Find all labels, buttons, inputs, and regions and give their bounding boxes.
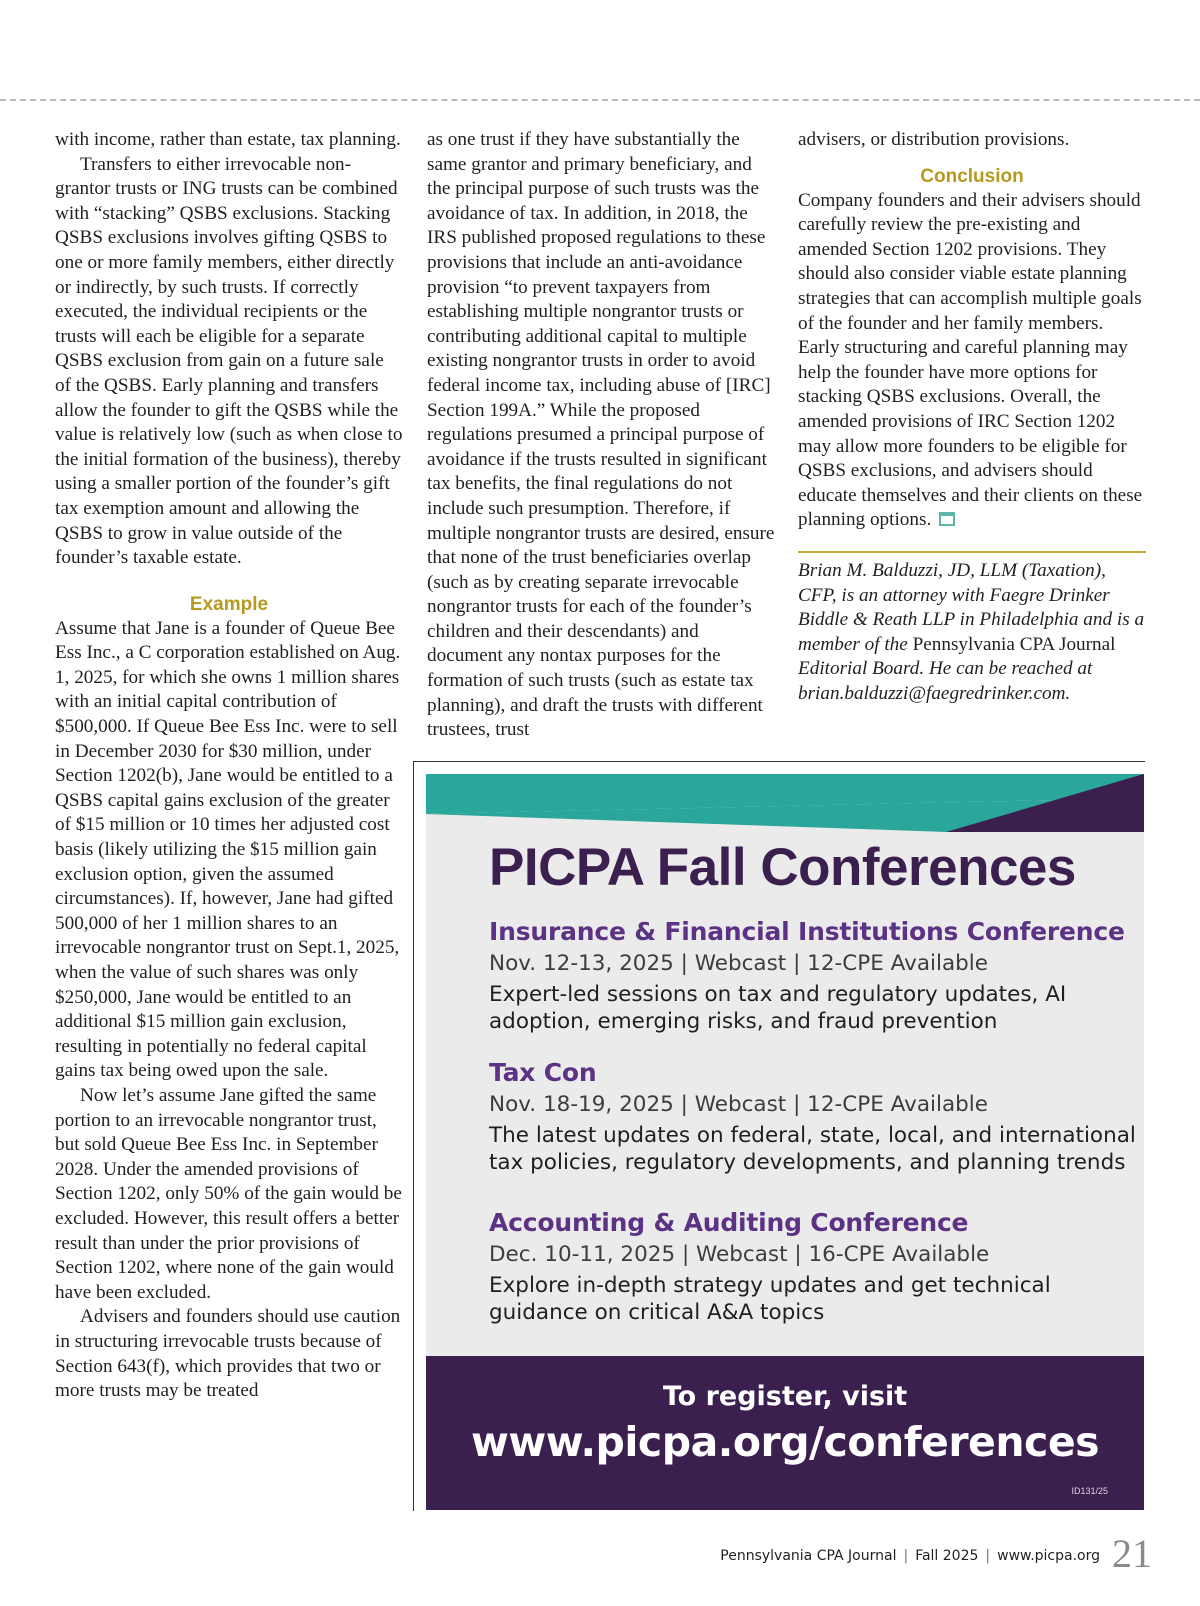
conference-item (489, 1208, 1139, 1326)
bio-text: Brian M. Balduzzi, JD, LLM (Taxation), CFP, is an attorney with Faegre Drinker Biddle & Reath LLP in Philadelphia and is a member of the (798, 559, 1145, 655)
body-paragraph: Now let’s assume Jane gifted the same portion to an irrevocable nongrantor trust, but sold Queue Bee Ess Inc. in September 2028. Under the amended provisions of Section 1202, only 50% of the gain would be excluded. However, this result offers a better result than under the prior provisions of Section 1202, where none of the gain would have been excluded. (55, 1084, 402, 1303)
register-prompt: To register, visit (662, 1381, 908, 1412)
body-paragraph: as one trust if they have substantially the same grantor and primary beneficiary, and the principal purpose of such trusts was the avoidance of tax. In addition, in 2018, the IRS published proposed regulations to these provisions that include an anti-avoidance provision “to prevent taxpayers from establishing multiple nongrantor trusts or contributing additional capital to multiple existing nongrantor trusts in order to avoid federal income tax, including abuse of [IRC] Section 199A.” While the proposed regulations presumed a principal purpose of avoidance if the trusts resulted in significant tax benefits, the final regulations do not include such presumption. Therefore, if multiple nongrantor trusts are desired, ensure that none of the trust beneficiaries overlap (such as by creating separate irrevocable nongrantor trusts for each of the founder’s children and their descendants) and document any nontax purposes for the formation of such trusts (such as estate tax planning), and draft the trusts with different trustees, trust (427, 129, 775, 741)
conference-description: Explore in-depth strategy updates and get technical guidance on critical A&A topics (489, 1273, 1051, 1325)
ad-frame-top (413, 761, 1145, 762)
conference-name: Tax Con (489, 1058, 597, 1087)
conclusion-heading: Conclusion (920, 165, 1024, 187)
conference-details: Nov. 12-13, 2025 | Webcast | 12-CPE Available (489, 951, 988, 976)
footer-separator: | (903, 1548, 909, 1564)
ad-title: PICPA Fall Conferences (489, 838, 1076, 897)
registration-banner (426, 1356, 1144, 1510)
footer-website-link[interactable]: www.picpa.org (997, 1548, 1100, 1564)
conference-details: Dec. 10-11, 2025 | Webcast | 16-CPE Available (489, 1242, 990, 1267)
article-column-2 (427, 128, 775, 743)
top-dashed-rule (0, 99, 1200, 101)
conference-name: Accounting & Auditing Conference (489, 1208, 969, 1237)
conclusion-text: Company founders and their advisers should carefully review the pre-existing and amended Section 1202 provisions. They should also consider viable estate planning strategies that can accomplish multiple goals of the founder and her family members. Early structuring and careful planning may help the founder have more options for stacking QSBS exclusions. Overall, the amended provisions of IRC Section 1202 may allow more founders to be eligible for QSBS exclusions, and advisers should educate themselves and their clients on these planning options. (798, 189, 1143, 531)
article-column-1 (55, 128, 403, 1404)
conference-advertisement (426, 774, 1144, 1510)
body-paragraph: advisers, or distribution provisions. (798, 129, 1070, 150)
body-paragraph: Assume that Jane is a founder of Queue Bee Ess Inc., a C corporation established on Aug. 1, 2025, for which she owns 1 million shares with an initial capital contribution of $500,000. If Queue Bee Ess Inc. were to sell in December 2030 for $30 million, under Section 1202(b), Jane would be entitled to a QSBS capital gains exclusion of the greater of $15 million or 10 times her adjusted cost basis (likely utilizing the $15 million gain exclusion option, given the assumed circumstances). If, however, Jane had gifted 500,000 of her 1 million shares to an irrevocable nongrantor trust on Sept.1, 2025, when the value of such shares was only $250,000, Jane would be entitled to an additional $15 million gain exclusion, resulting in potentially no federal capital gains tax being owed upon the sale. (55, 617, 401, 1082)
bio-contact: Editorial Board. He can be reached at brian.balduzzi@faegredrinker.com. (798, 658, 1093, 704)
conference-description: The latest updates on federal, state, local, and international tax policies, regulatory developments, and planning trends (489, 1123, 1136, 1175)
footer-separator: | (985, 1548, 991, 1564)
conference-details: Nov. 18-19, 2025 | Webcast | 12-CPE Available (489, 1092, 988, 1117)
page-footer (700, 1546, 1100, 1566)
example-heading: Example (189, 593, 269, 615)
bio-journal-name: Pennsylvania CPA Journal (912, 633, 1116, 655)
ad-id-code: ID131/25 (1071, 1486, 1108, 1496)
register-url-link[interactable]: www.picpa.org/conferences (470, 1418, 1100, 1466)
conference-item (489, 917, 1139, 1035)
footer-issue: Fall 2025 (915, 1548, 979, 1564)
ad-banner-graphic (426, 774, 1144, 844)
conference-name: Insurance & Financial Institutions Conference (489, 917, 1125, 946)
author-bio (798, 559, 1146, 707)
conference-item (489, 1058, 1139, 1176)
body-paragraph: with income, rather than estate, tax planning. (55, 129, 401, 150)
body-paragraph: Advisers and founders should use caution in structuring irrevocable trusts because of Section 643(f), which provides that two or more trusts may be treated (55, 1306, 401, 1402)
body-paragraph (798, 189, 1146, 533)
end-of-article-icon (939, 512, 955, 526)
conference-description: Expert-led sessions on tax and regulatory updates, AI adoption, emerging risks, and fraud prevention (489, 982, 1067, 1034)
article-column-3 (798, 128, 1146, 706)
bio-divider (798, 551, 1146, 553)
ad-frame-left (413, 761, 414, 1511)
body-paragraph: Transfers to either irrevocable non-grantor trusts or ING trusts can be combined with “stacking” QSBS exclusions. Stacking QSBS exclusions involves gifting QSBS to one or more family members, either directly or indirectly, by such trusts. If correctly executed, the individual recipients or the trusts will each be eligible for a separate QSBS exclusion from gain on a future sale of the QSBS. Early planning and transfers allow the founder to gift the QSBS while the value is relatively low (such as when close to the initial formation of the business), thereby using a smaller portion of the founder’s gift tax exemption amount and allowing the QSBS to grow in value outside of the founder’s taxable estate. (55, 153, 403, 569)
footer-journal-name: Pennsylvania CPA Journal (720, 1548, 897, 1564)
page-number: 21 (1112, 1531, 1152, 1576)
